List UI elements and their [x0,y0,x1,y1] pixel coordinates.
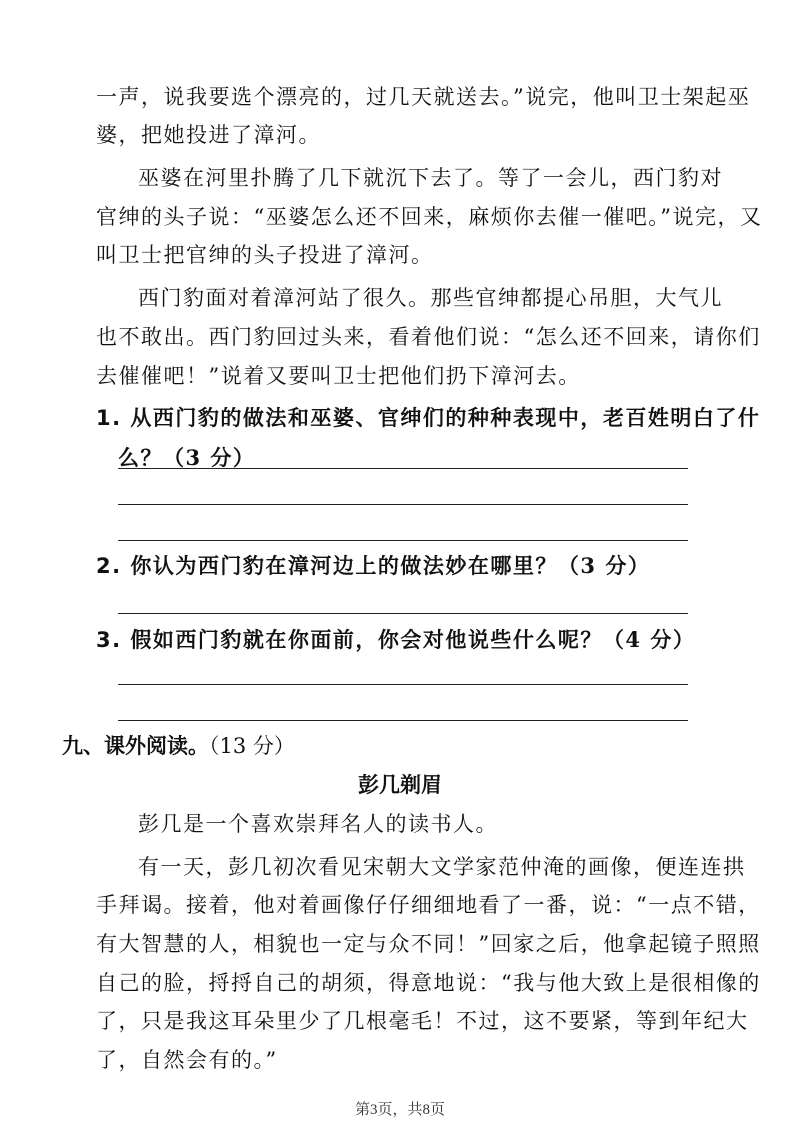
question-text: 从西门豹的做法和巫婆、官绅们的种种表现中，老百姓明白了什 [130,405,761,430]
question-number: 2. [96,554,122,578]
question-3 [96,625,696,655]
passage-line: 有大智慧的人，相貌也一定与众不同！”回家之后，他拿起镜子照照 [96,932,761,956]
section-label: 九、课外阅读。 [62,734,209,758]
story-title: 彭几剃眉 [358,773,442,797]
passage-line: 了，自然会有的。” [96,1048,278,1072]
question-number: 1. [96,406,122,430]
passage-line: 有一天，彭几初次看见宋朝大文学家范仲淹的画像，便连连拱 [138,855,746,879]
passage-line: 西门豹面对着漳河站了很久。那些官绅都提心吊胆，大气儿 [138,286,723,310]
passage-line: 官绅的头子说：“巫婆怎么还不回来，麻烦你去催一催吧。”说完，又 [96,205,763,229]
passage-line: 也不敢出。西门豹回过头来，看着他们说：“怎么还不回来，请你们 [96,325,761,349]
passage-line: 去催催吧！”说着又要叫卫士把他们扔下漳河去。 [96,364,581,388]
page-number: 第3页，共8页 [354,1102,445,1118]
question-number: 3. [96,628,122,652]
question-1-continued: 么？（3 分） [118,445,256,470]
answer-line[interactable] [118,468,688,469]
passage-line: 手拜谒。接着，他对着画像仔仔细细地看了一番，说：“一点不错， [96,893,761,917]
passage-line: 婆，把她投进了漳河。 [96,123,321,147]
question-1 [96,403,761,433]
answer-line[interactable] [118,720,688,721]
passage-line: 叫卫士把官绅的头子投进了漳河。 [96,243,434,267]
passage-line: 巫婆在河里扑腾了几下就沉下去了。等了一会儿，西门豹对 [138,166,723,190]
passage-line: 一声，说我要选个漂亮的，过几天就送去。”说完，他叫卫士架起巫 [96,85,751,109]
answer-line[interactable] [118,504,688,505]
passage-line: 彭几是一个喜欢崇拜名人的读书人。 [138,812,498,836]
question-text: 假如西门豹就在你面前，你会对他说些什么呢？（4 分） [130,627,696,652]
answer-line[interactable] [118,613,688,614]
section-points: （13 分） [209,734,295,758]
question-2 [96,551,696,581]
answer-line[interactable] [118,684,688,685]
section-heading [62,731,295,761]
passage-line: 了，只是我这耳朵里少了几根毫毛！不过，这不要紧，等到年纪大 [96,1009,749,1033]
question-text: 你认为西门豹在漳河边上的做法妙在哪里？（3 分） [130,553,651,578]
answer-line[interactable] [118,540,688,541]
passage-line: 自己的脸，捋捋自己的胡须，得意地说：“我与他大致上是很相像的 [96,971,761,995]
